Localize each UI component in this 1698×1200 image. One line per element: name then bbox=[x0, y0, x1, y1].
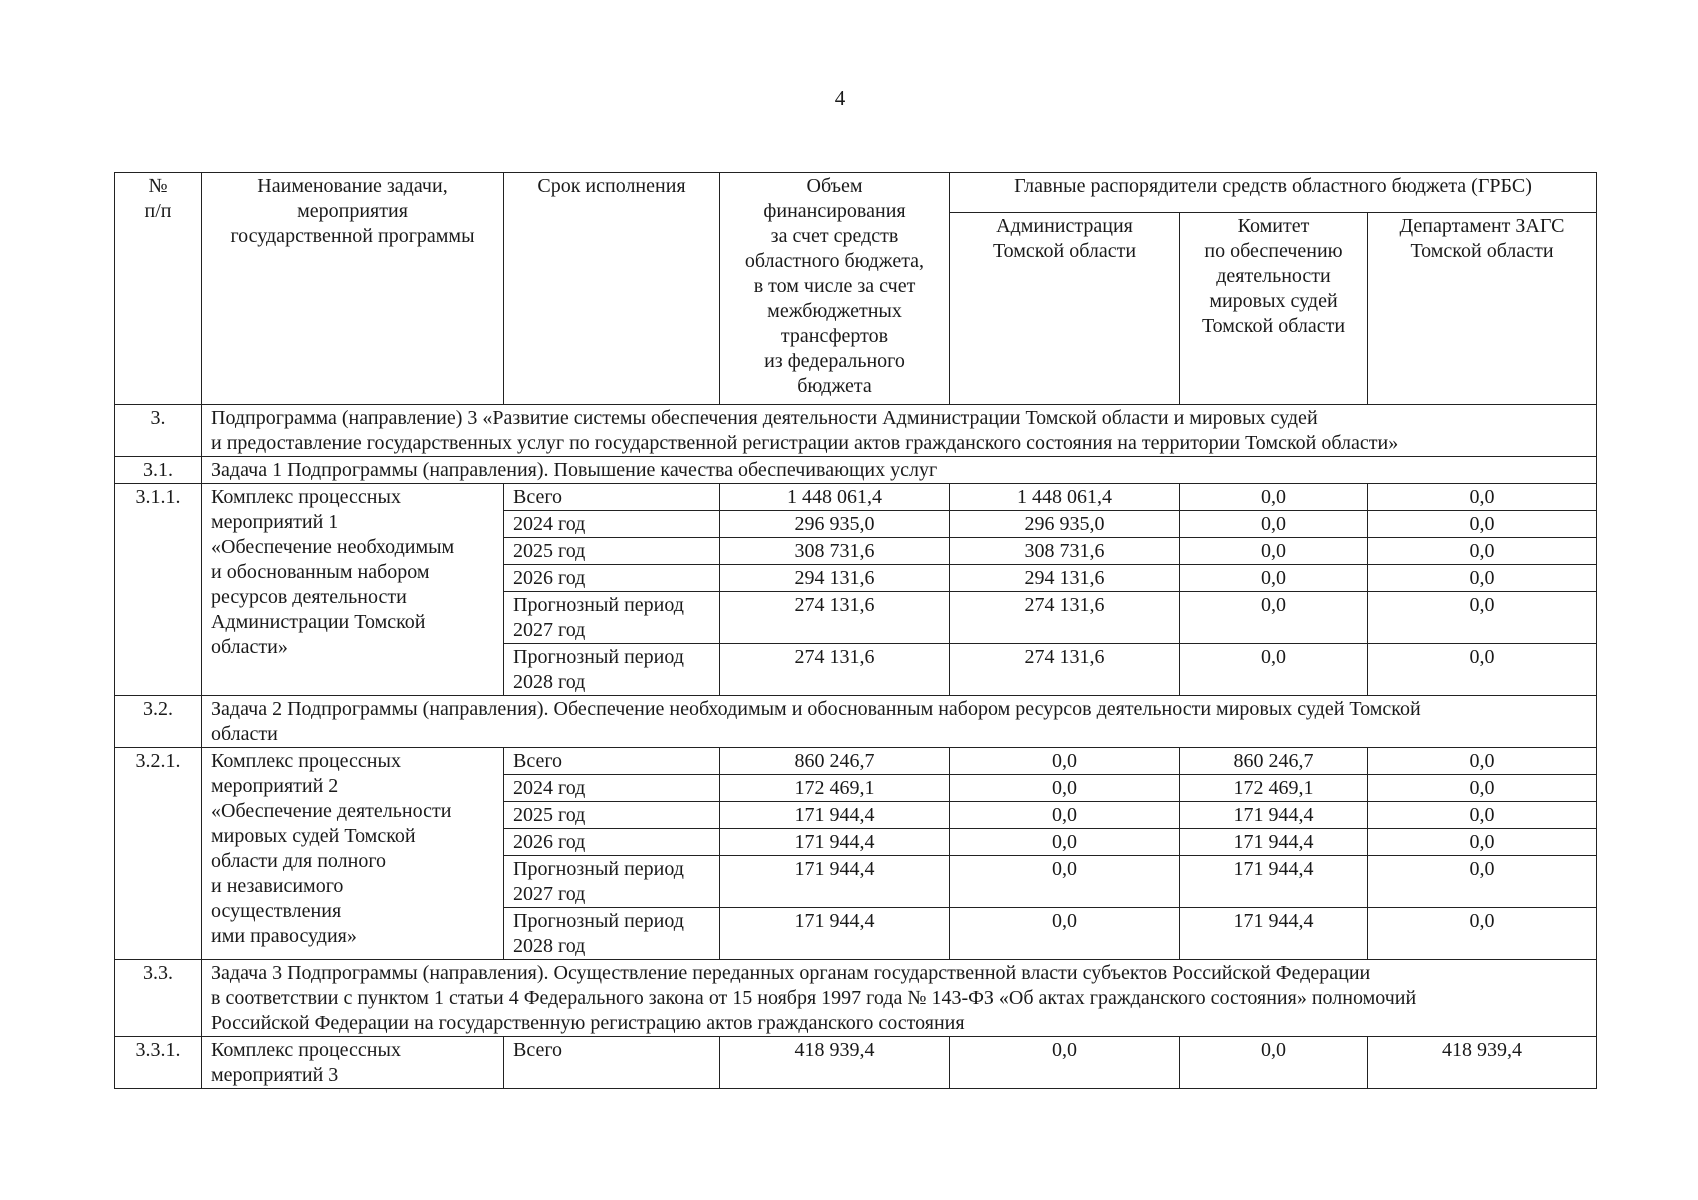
task-num: 3.3. bbox=[115, 960, 202, 1037]
activity-num: 3.3.1. bbox=[115, 1037, 202, 1089]
volume-cell: 171 944,4 bbox=[720, 829, 950, 856]
admin-cell: 0,0 bbox=[950, 802, 1180, 829]
header-row-1 bbox=[115, 173, 1597, 213]
period-cell: 2026 год bbox=[504, 829, 720, 856]
admin-cell: 1 448 061,4 bbox=[950, 484, 1180, 511]
activity-num: 3.2.1. bbox=[115, 748, 202, 960]
period-cell: Прогнозный период 2027 год bbox=[504, 592, 720, 644]
volume-cell: 418 939,4 bbox=[720, 1037, 950, 1089]
period-cell: 2024 год bbox=[504, 775, 720, 802]
period-cell: Всего bbox=[504, 484, 720, 511]
zags-cell: 0,0 bbox=[1368, 829, 1597, 856]
committee-cell: 171 944,4 bbox=[1180, 802, 1368, 829]
volume-cell: 274 131,6 bbox=[720, 644, 950, 696]
zags-cell: 0,0 bbox=[1368, 484, 1597, 511]
volume-cell: 274 131,6 bbox=[720, 592, 950, 644]
header-grbs: Главные распорядители средств областного бюджета (ГРБС) bbox=[950, 173, 1597, 213]
task-row bbox=[115, 696, 1597, 748]
activity-name: Комплекс процессных мероприятий 2 «Обеспечение деятельности мировых судей Томской области для полного и независимого осуществления ими правосудия» bbox=[202, 748, 504, 960]
committee-cell: 171 944,4 bbox=[1180, 856, 1368, 908]
activity-row bbox=[115, 748, 1597, 775]
zags-cell: 0,0 bbox=[1368, 802, 1597, 829]
zags-cell: 0,0 bbox=[1368, 775, 1597, 802]
header-term: Срок исполнения bbox=[504, 173, 720, 405]
admin-cell: 0,0 bbox=[950, 856, 1180, 908]
admin-cell: 0,0 bbox=[950, 775, 1180, 802]
admin-cell: 294 131,6 bbox=[950, 565, 1180, 592]
committee-cell: 171 944,4 bbox=[1180, 908, 1368, 960]
volume-cell: 296 935,0 bbox=[720, 511, 950, 538]
period-cell: Прогнозный период 2027 год bbox=[504, 856, 720, 908]
admin-cell: 296 935,0 bbox=[950, 511, 1180, 538]
header-admin: Администрация Томской области bbox=[950, 213, 1180, 405]
committee-cell: 172 469,1 bbox=[1180, 775, 1368, 802]
committee-cell: 0,0 bbox=[1180, 644, 1368, 696]
admin-cell: 0,0 bbox=[950, 748, 1180, 775]
activity-name: Комплекс процессных мероприятий 1 «Обеспечение необходимым и обоснованным набором ресурсов деятельности Администрации Томской области» bbox=[202, 484, 504, 696]
task-num: 3.1. bbox=[115, 457, 202, 484]
admin-cell: 0,0 bbox=[950, 1037, 1180, 1089]
task-num: 3.2. bbox=[115, 696, 202, 748]
task-row bbox=[115, 457, 1597, 484]
zags-cell: 418 939,4 bbox=[1368, 1037, 1597, 1089]
committee-cell: 0,0 bbox=[1180, 484, 1368, 511]
task-title: Задача 2 Подпрограммы (направления). Обеспечение необходимым и обоснованным набором ресурсов деятельности мировых судей Томской области bbox=[202, 696, 1597, 748]
admin-cell: 308 731,6 bbox=[950, 538, 1180, 565]
volume-cell: 308 731,6 bbox=[720, 538, 950, 565]
header-name: Наименование задачи, мероприятия государственной программы bbox=[202, 173, 504, 405]
header-volume: Объем финансирования за счет средств областного бюджета, в том числе за счет межбюджетных трансфертов из федерального бюджета bbox=[720, 173, 950, 405]
zags-cell: 0,0 bbox=[1368, 908, 1597, 960]
period-cell: Всего bbox=[504, 748, 720, 775]
period-cell: Прогнозный период 2028 год bbox=[504, 644, 720, 696]
committee-cell: 0,0 bbox=[1180, 565, 1368, 592]
subprogram-row bbox=[115, 405, 1597, 457]
header-num: № п/п bbox=[115, 173, 202, 405]
period-cell: Прогнозный период 2028 год bbox=[504, 908, 720, 960]
committee-cell: 860 246,7 bbox=[1180, 748, 1368, 775]
zags-cell: 0,0 bbox=[1368, 748, 1597, 775]
activity-name: Комплекс процессных мероприятий 3 bbox=[202, 1037, 504, 1089]
zags-cell: 0,0 bbox=[1368, 644, 1597, 696]
task-title: Задача 1 Подпрограммы (направления). Повышение качества обеспечивающих услуг bbox=[202, 457, 1597, 484]
subprogram-num: 3. bbox=[115, 405, 202, 457]
volume-cell: 171 944,4 bbox=[720, 908, 950, 960]
committee-cell: 0,0 bbox=[1180, 538, 1368, 565]
task-title: Задача 3 Подпрограммы (направления). Осуществление переданных органам государственной власти субъектов Российской Федерации в соответствии с пунктом 1 статьи 4 Федерального закона от 15 ноября 1997 года № 143-ФЗ «Об актах гражданского состояния» полномочий Российской Федерации на государственную регистрацию актов гражданского состояния bbox=[202, 960, 1597, 1037]
activity-num: 3.1.1. bbox=[115, 484, 202, 696]
period-cell: 2025 год bbox=[504, 538, 720, 565]
admin-cell: 0,0 bbox=[950, 829, 1180, 856]
zags-cell: 0,0 bbox=[1368, 856, 1597, 908]
committee-cell: 0,0 bbox=[1180, 592, 1368, 644]
volume-cell: 172 469,1 bbox=[720, 775, 950, 802]
committee-cell: 0,0 bbox=[1180, 511, 1368, 538]
volume-cell: 860 246,7 bbox=[720, 748, 950, 775]
volume-cell: 171 944,4 bbox=[720, 802, 950, 829]
period-cell: Всего bbox=[504, 1037, 720, 1089]
period-cell: 2025 год bbox=[504, 802, 720, 829]
period-cell: 2024 год bbox=[504, 511, 720, 538]
admin-cell: 274 131,6 bbox=[950, 644, 1180, 696]
volume-cell: 171 944,4 bbox=[720, 856, 950, 908]
admin-cell: 274 131,6 bbox=[950, 592, 1180, 644]
zags-cell: 0,0 bbox=[1368, 592, 1597, 644]
zags-cell: 0,0 bbox=[1368, 511, 1597, 538]
zags-cell: 0,0 bbox=[1368, 538, 1597, 565]
zags-cell: 0,0 bbox=[1368, 565, 1597, 592]
admin-cell: 0,0 bbox=[950, 908, 1180, 960]
activity-row bbox=[115, 1037, 1597, 1089]
period-cell: 2026 год bbox=[504, 565, 720, 592]
header-zags: Департамент ЗАГС Томской области bbox=[1368, 213, 1597, 405]
budget-table bbox=[114, 172, 1597, 1089]
page-number: 4 bbox=[834, 86, 846, 110]
subprogram-title: Подпрограмма (направление) 3 «Развитие системы обеспечения деятельности Администрации Томской области и мировых судей и предоставление государственных услуг по государственной регистрации актов гражданского состояния на территории Томской области» bbox=[202, 405, 1597, 457]
task-row bbox=[115, 960, 1597, 1037]
committee-cell: 0,0 bbox=[1180, 1037, 1368, 1089]
activity-row bbox=[115, 484, 1597, 511]
committee-cell: 171 944,4 bbox=[1180, 829, 1368, 856]
volume-cell: 294 131,6 bbox=[720, 565, 950, 592]
volume-cell: 1 448 061,4 bbox=[720, 484, 950, 511]
header-committee: Комитет по обеспечению деятельности мировых судей Томской области bbox=[1180, 213, 1368, 405]
